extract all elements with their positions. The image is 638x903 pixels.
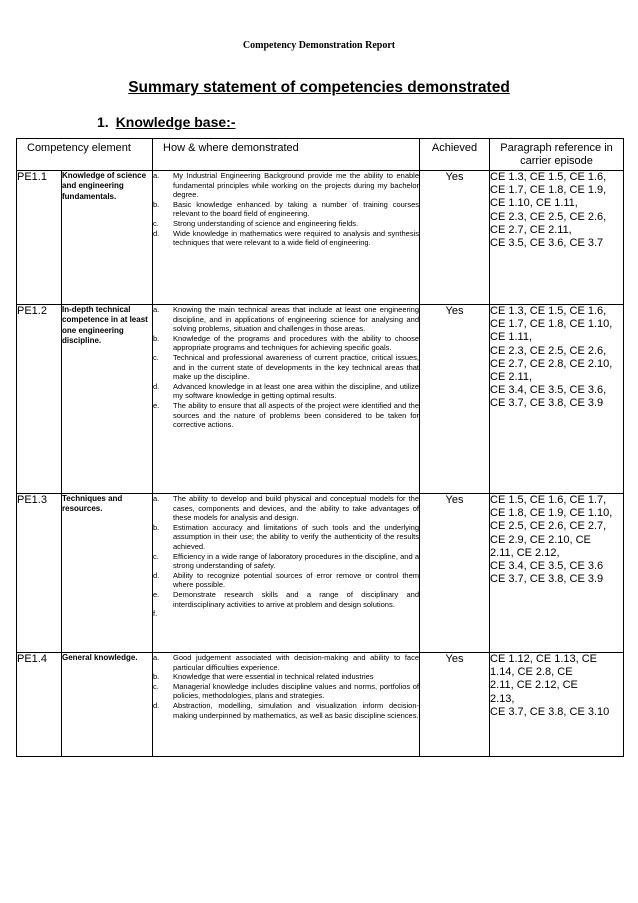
document-title: Summary statement of competencies demonstrated (128, 79, 510, 96)
list-item-label: e. (153, 400, 160, 410)
table-header-row (17, 139, 624, 171)
list-item-text: Advanced knowledge in at least one area within the discipline, and utilize my software knowledge in getting optimal results. (173, 381, 420, 401)
list-item-label: d. (153, 228, 160, 238)
reference-line: CE 1.3, CE 1.5, CE 1.6, (490, 305, 607, 317)
reference-line: CE 2.11, (490, 371, 533, 384)
how-demonstrated (153, 653, 420, 757)
competency-code: PE1.2 (17, 305, 62, 494)
reference-line: CE 2.7, CE 2.11, (490, 223, 572, 236)
paragraph-reference (490, 171, 624, 305)
list-item-label: a. (153, 494, 160, 503)
how-demonstrated (153, 305, 420, 494)
demonstration-list (153, 171, 419, 248)
list-item-text: Basic knowledge enhanced by taking a number of training courses relevant to the board field of engineering. (173, 199, 420, 219)
reference-line: CE 1.8, CE 1.9, CE 1.10, (490, 507, 613, 520)
list-item-text: My Industrial Engineering Background provide me the ability to enable fundamental principles while working on the projects during my bachelor degree. (173, 171, 420, 200)
list-item-label: c. (153, 681, 159, 691)
reference-line: CE 1.10, CE 1.11, (490, 197, 578, 210)
list-item (153, 305, 419, 334)
list-item-label: c. (153, 352, 159, 362)
table-row (17, 305, 624, 494)
reference-line: 1.14, CE 2.8, CE (490, 666, 573, 679)
table-row (17, 494, 624, 653)
list-item (153, 590, 419, 609)
demonstration-list (153, 494, 419, 619)
reference-line: CE 1.7, CE 1.8, CE 1.9, (490, 184, 607, 197)
how-demonstrated (153, 171, 420, 305)
reference-line: CE 1.12, CE 1.13, CE (490, 653, 598, 665)
paragraph-reference (490, 305, 624, 494)
competency-element: Knowledge of science and engineering fundamentals. (62, 171, 153, 305)
competency-table (16, 138, 624, 757)
reference-line: CE 3.5, CE 3.6, CE 3.7 (490, 237, 604, 250)
list-item-text: Knowing the main technical areas that include at least one engineering discipline, and in applications of engineering science for analysing and solving problems, situation and challenges in those areas. (173, 305, 420, 334)
achieved-status: Yes (420, 653, 490, 757)
list-item-label: d. (153, 700, 160, 710)
list-item-text: Strong understanding of science and engineering fields. (173, 218, 359, 228)
list-item (153, 701, 419, 720)
reference-line: CE 3.4, CE 3.5, CE 3.6, (490, 384, 607, 397)
header-paragraph-reference: Paragraph reference in carrier episode (490, 139, 624, 171)
report-header: Competency Demonstration Report (242, 40, 396, 51)
header-achieved: Achieved (420, 139, 490, 171)
list-item-text: Knowledge that were essential in technical related industries (173, 672, 374, 682)
list-item (153, 609, 419, 619)
list-item-text: Abstraction, modelling, simulation and visualization inform decision-making underpinned by mathematics, as well as basic discipline sciences. (173, 700, 420, 720)
list-item (153, 171, 419, 200)
list-item-label: b. (153, 333, 160, 343)
list-item (153, 401, 419, 430)
list-item-label: b. (153, 199, 160, 209)
header-competency-element: Competency element (17, 139, 153, 171)
competency-code: PE1.3 (17, 494, 62, 653)
competency-code: PE1.4 (17, 653, 62, 757)
list-item-text: Ability to recognize potential sources of error remove or control them where possible. (173, 570, 420, 590)
reference-line: 2.13, (490, 692, 515, 705)
competency-element: General knowledge. (62, 653, 153, 757)
competency-code: PE1.1 (17, 171, 62, 305)
list-item-text (173, 609, 419, 619)
list-item (153, 523, 419, 552)
reference-line: CE 3.7, CE 3.8, CE 3.9 (490, 397, 604, 410)
list-item-text: Estimation accuracy and limitations of such tools and the underlying assumption in their use; the ability to verify the authenticity of the results achieved. (173, 522, 420, 551)
list-item-text: Wide knowledge in mathematics were required to analysis and synthesis techniques that were relevant to a wide field of engineering. (173, 228, 420, 248)
reference-line: CE 2.9, CE 2.10, CE (490, 533, 591, 546)
list-item-text: Efficiency in a wide range of laboratory procedures in the discipline, and a strong understanding of safety. (173, 551, 420, 571)
reference-line: CE 3.7, CE 3.8, CE 3.9 (490, 573, 604, 586)
header-how-demonstrated: How & where demonstrated (153, 139, 420, 171)
list-item-text: Good judgement associated with decision-making and ability to face particular difficulties experience. (173, 653, 420, 672)
paragraph-reference (490, 653, 624, 757)
list-item-text: The ability to ensure that all aspects of the project were identified and the sources and the nature of problems been considered to be taken for corrective actions. (173, 400, 420, 430)
list-item (153, 672, 419, 682)
list-item-text: Knowledge of the programs and procedures with the ability to choose appropriate programs and techniques for achieving specific goals. (173, 333, 420, 353)
list-item (153, 653, 419, 672)
list-item-label: e. (153, 589, 160, 599)
list-item (153, 552, 419, 571)
reference-line: CE 1.11, (490, 331, 533, 344)
table-row (17, 653, 624, 757)
reference-line: CE 1.7, CE 1.8, CE 1.10, (490, 318, 613, 331)
reference-line: CE 1.5, CE 1.6, CE 1.7, (490, 494, 607, 506)
demonstration-list (153, 305, 419, 430)
reference-line: CE 3.4, CE 3.5, CE 3.6 (490, 560, 604, 573)
achieved-status: Yes (420, 494, 490, 653)
section-heading (97, 114, 235, 130)
list-item (153, 334, 419, 353)
list-item (153, 571, 419, 590)
list-item-label: a. (153, 305, 160, 314)
list-item-label: a. (153, 171, 160, 180)
reference-line: 2.11, CE 2.12, CE (490, 679, 578, 692)
list-item-label: a. (153, 653, 160, 662)
list-item-label: b. (153, 672, 160, 682)
competency-element: Techniques and resources. (62, 494, 153, 653)
list-item-label: d. (153, 381, 160, 391)
reference-line: 2.11, CE 2.12, (490, 546, 560, 559)
list-item-text: The ability to develop and build physical and conceptual models for the cases, components and devices, and the ability to take advantages of these models for analysis and design. (173, 494, 420, 523)
demonstration-list (153, 653, 419, 720)
section-title: Knowledge base:- (115, 114, 236, 130)
list-item (153, 200, 419, 219)
reference-line: CE 2.3, CE 2.5, CE 2.6, (490, 344, 607, 357)
list-item (153, 353, 419, 382)
list-item (153, 219, 419, 229)
list-item (153, 682, 419, 701)
paragraph-reference (490, 494, 624, 653)
achieved-status: Yes (420, 171, 490, 305)
reference-line: CE 2.7, CE 2.8, CE 2.10, (490, 357, 613, 370)
list-item-text: Demonstrate research skills and a range of disciplinary and interdisciplinary activities to arrive at problem and design solutions. (173, 589, 420, 609)
list-item-label: b. (153, 522, 160, 532)
list-item-label: d. (153, 570, 160, 580)
achieved-status: Yes (420, 305, 490, 494)
list-item-text: Technical and professional awareness of current practice, critical issues, and in the current state of developments in the key technical areas that make up the discipline. (173, 352, 420, 382)
how-demonstrated (153, 494, 420, 653)
competency-element: In-depth technical competence in at least one engineering discipline. (62, 305, 153, 494)
list-item-text: Managerial knowledge includes discipline values and norms, portfolios of policies, methodologies, plans and strategies. (173, 681, 420, 701)
section-number: 1. (97, 114, 109, 130)
reference-line: CE 2.3, CE 2.5, CE 2.6, (490, 210, 607, 223)
reference-line: CE 1.3, CE 1.5, CE 1.6, (490, 171, 607, 183)
reference-line: CE 3.7, CE 3.8, CE 3.10 (490, 705, 610, 718)
reference-line: CE 2.5, CE 2.6, CE 2.7, (490, 520, 607, 533)
table-row (17, 171, 624, 305)
list-item (153, 382, 419, 401)
list-item (153, 494, 419, 523)
list-item (153, 229, 419, 248)
list-item-label: c. (153, 551, 159, 561)
list-item-label: f. (153, 609, 158, 619)
list-item-label: c. (153, 218, 159, 228)
